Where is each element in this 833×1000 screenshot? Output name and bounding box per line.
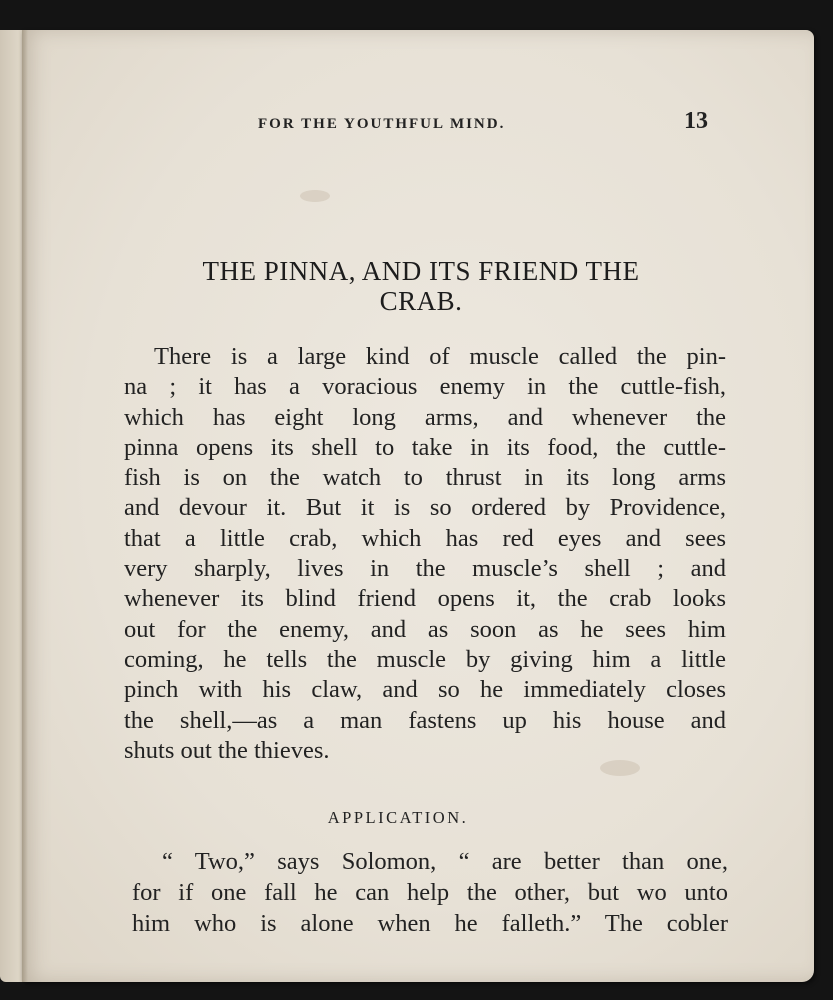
text-line: the shell,—as a man fastens up his house and — [124, 706, 726, 734]
text-line: na ; it has a voracious enemy in the cuttle-fish, — [124, 373, 726, 401]
page-gutter-shadow — [22, 30, 28, 982]
text-line: for if one fall he can help the other, but wo unto — [132, 879, 728, 906]
text-line: out for the enemy, and as soon as he sees him — [124, 615, 726, 643]
running-head: FOR THE YOUTHFUL MIND. — [258, 116, 506, 132]
chapter-title-line: CRAB. — [379, 286, 463, 316]
text-line: very sharply, lives in the muscle’s shell ; and — [124, 555, 726, 583]
text-line: There is a large kind of muscle called the pin- — [154, 343, 726, 370]
body-paragraph — [124, 342, 726, 766]
text-line: him who is alone when he falleth.” The cobler — [132, 910, 728, 937]
text-line: pinna opens its shell to take in its food, the cuttle- — [124, 433, 726, 461]
text-line: which has eight long arms, and whenever the — [124, 403, 726, 431]
paper-stain — [300, 190, 330, 202]
text-line: that a little crab, which has red eyes and sees — [124, 524, 726, 552]
page-number: 13 — [684, 108, 708, 134]
application-paragraph — [132, 846, 728, 939]
application-heading: APPLICATION. — [327, 808, 469, 827]
text-line: shuts out the thieves. — [124, 736, 330, 764]
text-line: fish is on the watch to thrust in its long arms — [124, 464, 726, 492]
text-line: “ Two,” says Solomon, “ are better than one, — [162, 848, 728, 875]
chapter-title — [122, 256, 720, 316]
text-line: pinch with his claw, and so he immediately closes — [124, 676, 726, 704]
chapter-title-line: THE PINNA, AND ITS FRIEND THE — [202, 256, 640, 286]
text-line: coming, he tells the muscle by giving him a little — [124, 645, 726, 673]
text-line: and devour it. But it is so ordered by Providence, — [124, 494, 726, 522]
text-line: whenever its blind friend opens it, the crab looks — [124, 585, 726, 613]
